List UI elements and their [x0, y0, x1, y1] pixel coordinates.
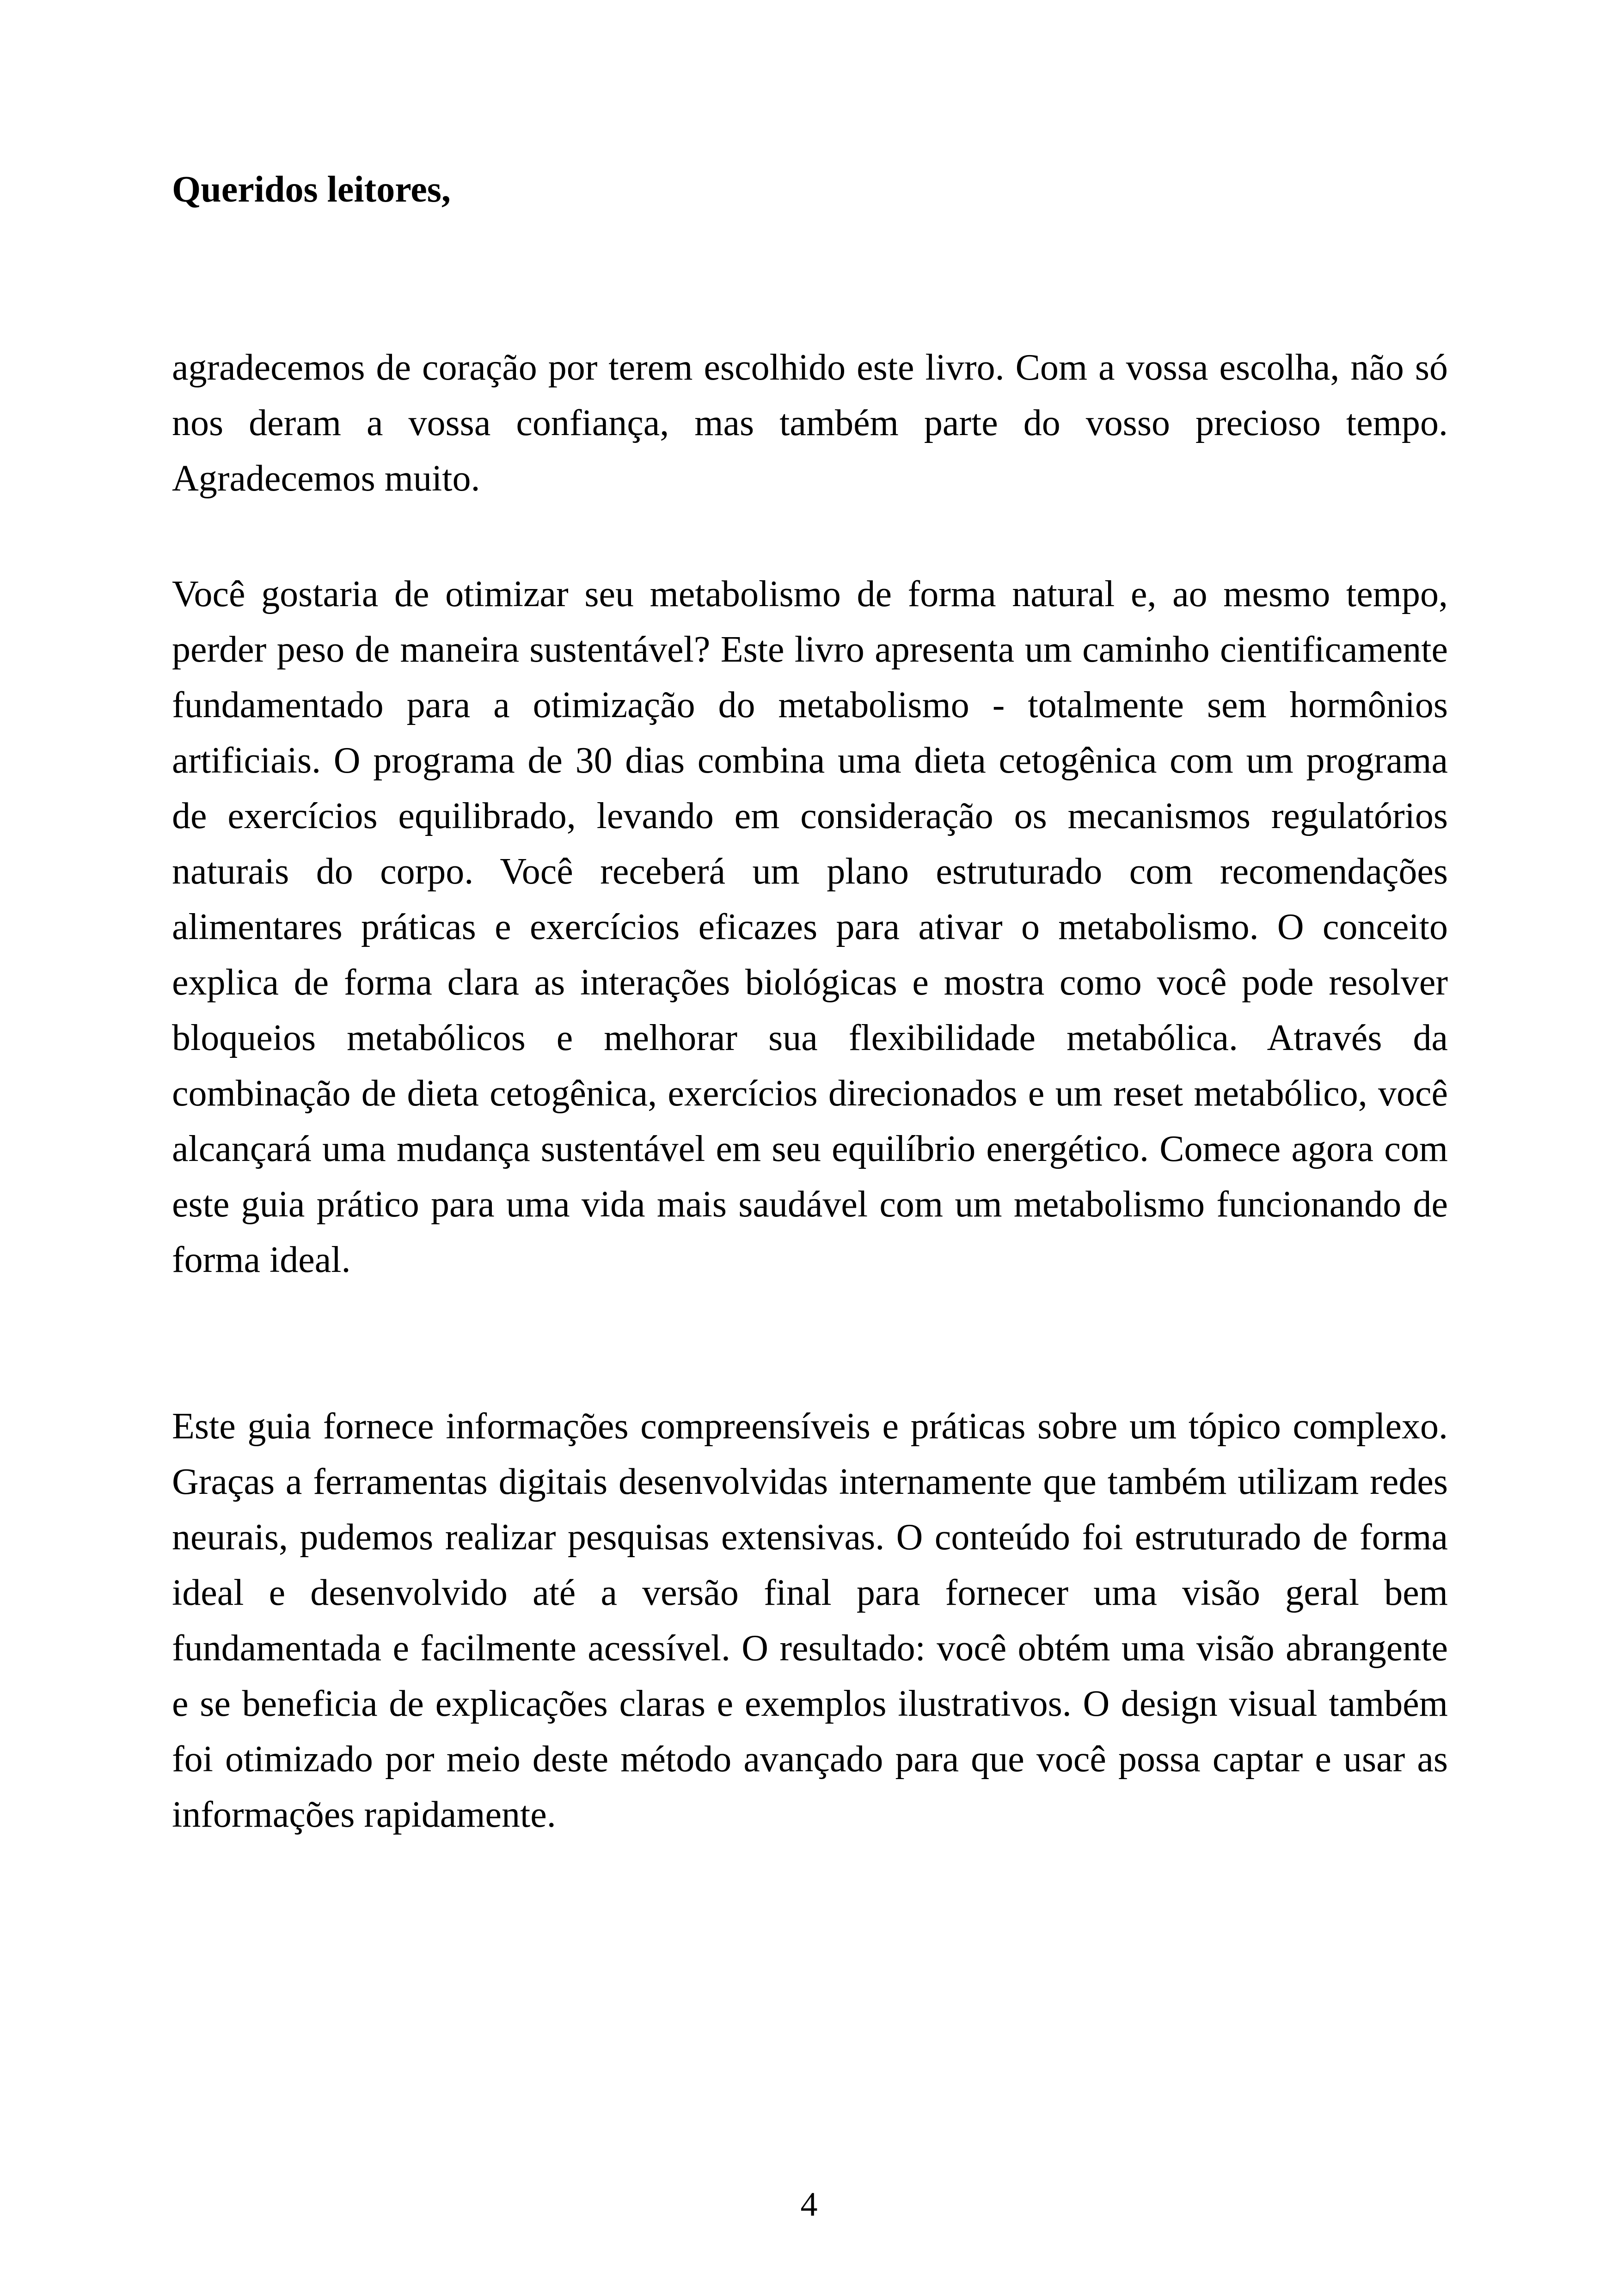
page-number: 4: [800, 2185, 818, 2223]
salutation-heading: Queridos leitores,: [172, 169, 451, 210]
paragraph-guide-info: Este guia fornece informações compreensíveis e práticas sobre um tópico complexo. Graças a ferramentas digitais desenvolvidas internamente que também utilizam redes neurais, pudemos realizar pesquisas extensivas. O conteúdo foi estruturado de forma ideal e desenvolvido até a versão final para fornecer uma visão geral bem fundamentada e facilmente acessível. O resultado: você obtém uma visão abrangente e se beneficia de explicações claras e exemplos ilustrativos. O design visual também foi otimizado por meio deste método avançado para que você possa captar e usar as informações rapidamente.: [172, 1406, 1448, 1835]
paragraph-thanks: agradecemos de coração por terem escolhido este livro. Com a vossa escolha, não só nos deram a vossa confiança, mas também parte do vosso precioso tempo. Agradecemos muito.: [172, 347, 1448, 499]
paragraph-book-description: Você gostaria de otimizar seu metabolismo de forma natural e, ao mesmo tempo, perder peso de maneira sustentável? Este livro apresenta um caminho cientificamente fundamentado para a otimização do metabolismo - totalmente sem hormônios artificiais. O programa de 30 dias combina uma dieta cetogênica com um programa de exercícios equilibrado, levando em consideração os mecanismos regulatórios naturais do corpo. Você receberá um plano estruturado com recomendações alimentares práticas e exercícios eficazes para ativar o metabolismo. O conceito explica de forma clara as interações biológicas e mostra como você pode resolver bloqueios metabólicos e melhorar sua flexibilidade metabólica. Através da combinação de dieta cetogênica, exercícios direcionados e um reset metabólico, você alcançará uma mudança sustentável em seu equilíbrio energético. Comece agora com este guia prático para uma vida mais saudável com um metabolismo funcionando de forma ideal.: [172, 574, 1448, 1280]
